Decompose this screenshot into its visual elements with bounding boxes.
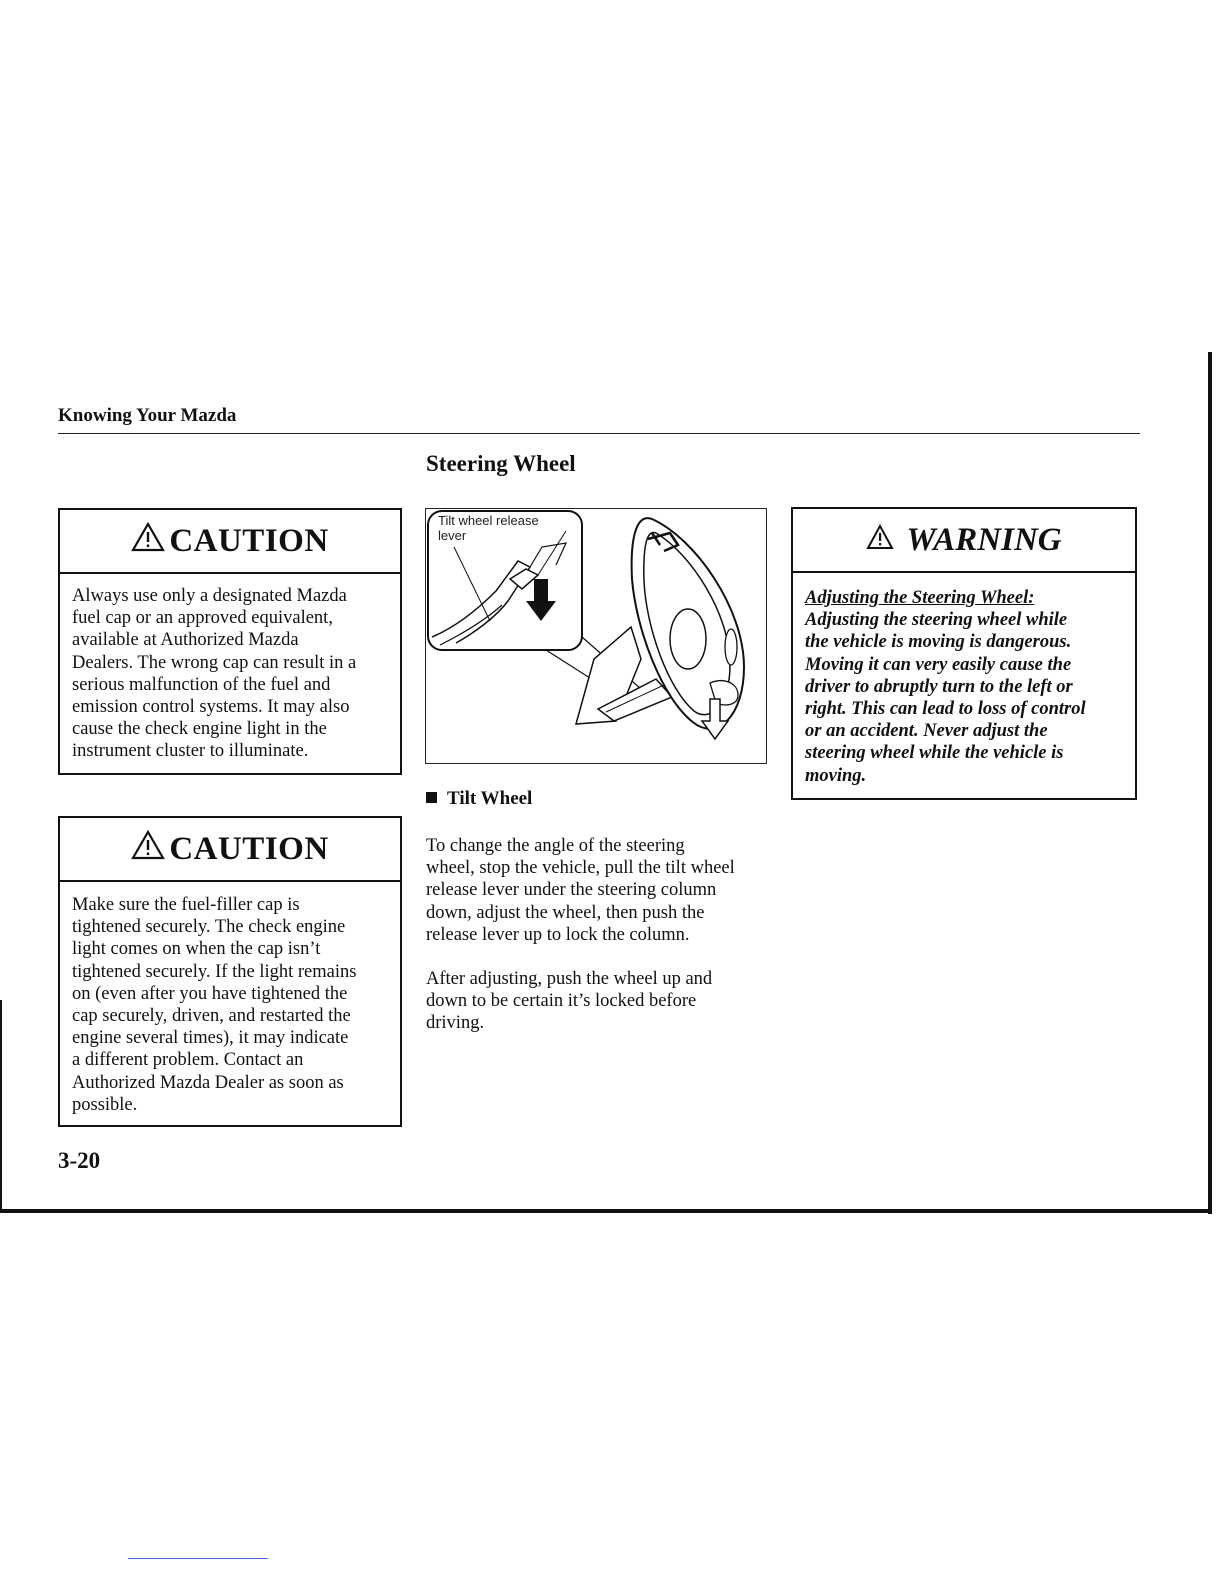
text-line: release lever up to lock the column. bbox=[426, 924, 690, 945]
text-line: Moving it can very easily cause the bbox=[805, 654, 1072, 675]
text-line: possible. bbox=[72, 1094, 138, 1115]
figure-callout-label bbox=[438, 513, 539, 543]
caution-body bbox=[60, 574, 400, 763]
caution-heading bbox=[60, 510, 400, 574]
text-line: a different problem. Contact an bbox=[72, 1050, 304, 1071]
text-line: or an accident. Never adjust the bbox=[805, 721, 1048, 742]
caution-heading bbox=[60, 818, 400, 882]
text-line: cause the check engine light in the bbox=[72, 719, 327, 740]
page-number: 3-20 bbox=[58, 1148, 101, 1173]
warning-body bbox=[793, 573, 1135, 787]
warning-box-steering bbox=[791, 507, 1137, 800]
text-line: tightened securely. If the light remains bbox=[72, 961, 357, 982]
caution-label: CAUTION bbox=[169, 522, 329, 559]
warning-triangle-icon bbox=[866, 522, 894, 559]
text-line: wheel, stop the vehicle, pull the tilt wheel bbox=[426, 858, 735, 879]
tilt-wheel-heading bbox=[426, 788, 532, 810]
text-line: emission control systems. It may also bbox=[72, 697, 350, 718]
text-line: on (even after you have tightened the bbox=[72, 983, 348, 1004]
warning-triangle-icon bbox=[131, 522, 165, 561]
caution-box-fuel-cap bbox=[58, 508, 402, 775]
square-bullet-icon bbox=[426, 792, 437, 803]
page-frame-right bbox=[1208, 352, 1212, 1214]
warning-subheading: Adjusting the Steering Wheel: bbox=[805, 588, 1035, 608]
text-line: cap securely, driven, and restarted the bbox=[72, 1006, 351, 1027]
page-frame-bottom bbox=[0, 1209, 1212, 1213]
text-line: down, adjust the wheel, then push the bbox=[426, 902, 705, 923]
text-line: light comes on when the cap isn’t bbox=[72, 939, 321, 960]
text-line: fuel cap or an approved equivalent, bbox=[72, 608, 333, 629]
caution-label: CAUTION bbox=[169, 830, 329, 867]
text-line: Always use only a designated Mazda bbox=[72, 586, 347, 606]
header-rule bbox=[58, 433, 1140, 434]
text-line: moving. bbox=[805, 765, 867, 786]
page-frame-left bbox=[0, 1000, 2, 1212]
steering-wheel-drawing bbox=[426, 509, 765, 762]
text-line: instrument cluster to illuminate. bbox=[72, 741, 309, 762]
callout-line: lever bbox=[438, 528, 467, 543]
tilt-instructions-paragraph bbox=[426, 835, 735, 946]
text-line: the vehicle is moving is dangerous. bbox=[805, 632, 1072, 653]
text-line: driving. bbox=[426, 1013, 485, 1034]
text-line: release lever under the steering column bbox=[426, 880, 717, 901]
footer-link-underline bbox=[128, 1558, 268, 1559]
warning-heading bbox=[793, 509, 1135, 573]
text-line: Make sure the fuel-filler cap is bbox=[72, 895, 300, 915]
text-line: down to be certain it’s locked before bbox=[426, 991, 697, 1012]
text-line: To change the angle of the steering bbox=[426, 836, 685, 856]
section-title: Steering Wheel bbox=[426, 451, 576, 476]
text-line: right. This can lead to loss of control bbox=[805, 699, 1086, 720]
text-line: engine several times), it may indicate bbox=[72, 1028, 349, 1049]
text-line: tightened securely. The check engine bbox=[72, 917, 346, 938]
text-line: After adjusting, push the wheel up and bbox=[426, 969, 713, 989]
text-line: Dealers. The wrong cap can result in a bbox=[72, 652, 357, 673]
text-line: Adjusting the steering wheel while bbox=[805, 610, 1068, 631]
running-header: Knowing Your Mazda bbox=[58, 405, 237, 426]
tilt-wheel-heading-text: Tilt Wheel bbox=[447, 788, 533, 809]
tilt-after-adjust-paragraph bbox=[426, 968, 712, 1035]
steering-wheel-illustration bbox=[425, 508, 767, 764]
text-line: serious malfunction of the fuel and bbox=[72, 674, 331, 695]
text-line: Authorized Mazda Dealer as soon as bbox=[72, 1072, 344, 1093]
warning-triangle-icon bbox=[131, 830, 165, 869]
callout-line: Tilt wheel release bbox=[438, 513, 539, 528]
text-line: available at Authorized Mazda bbox=[72, 630, 299, 651]
caution-body bbox=[60, 882, 400, 1116]
text-line: driver to abruptly turn to the left or bbox=[805, 676, 1073, 697]
warning-label: WARNING bbox=[906, 521, 1062, 558]
caution-box-fuel-filler bbox=[58, 816, 402, 1127]
text-line: steering wheel while the vehicle is bbox=[805, 743, 1064, 764]
